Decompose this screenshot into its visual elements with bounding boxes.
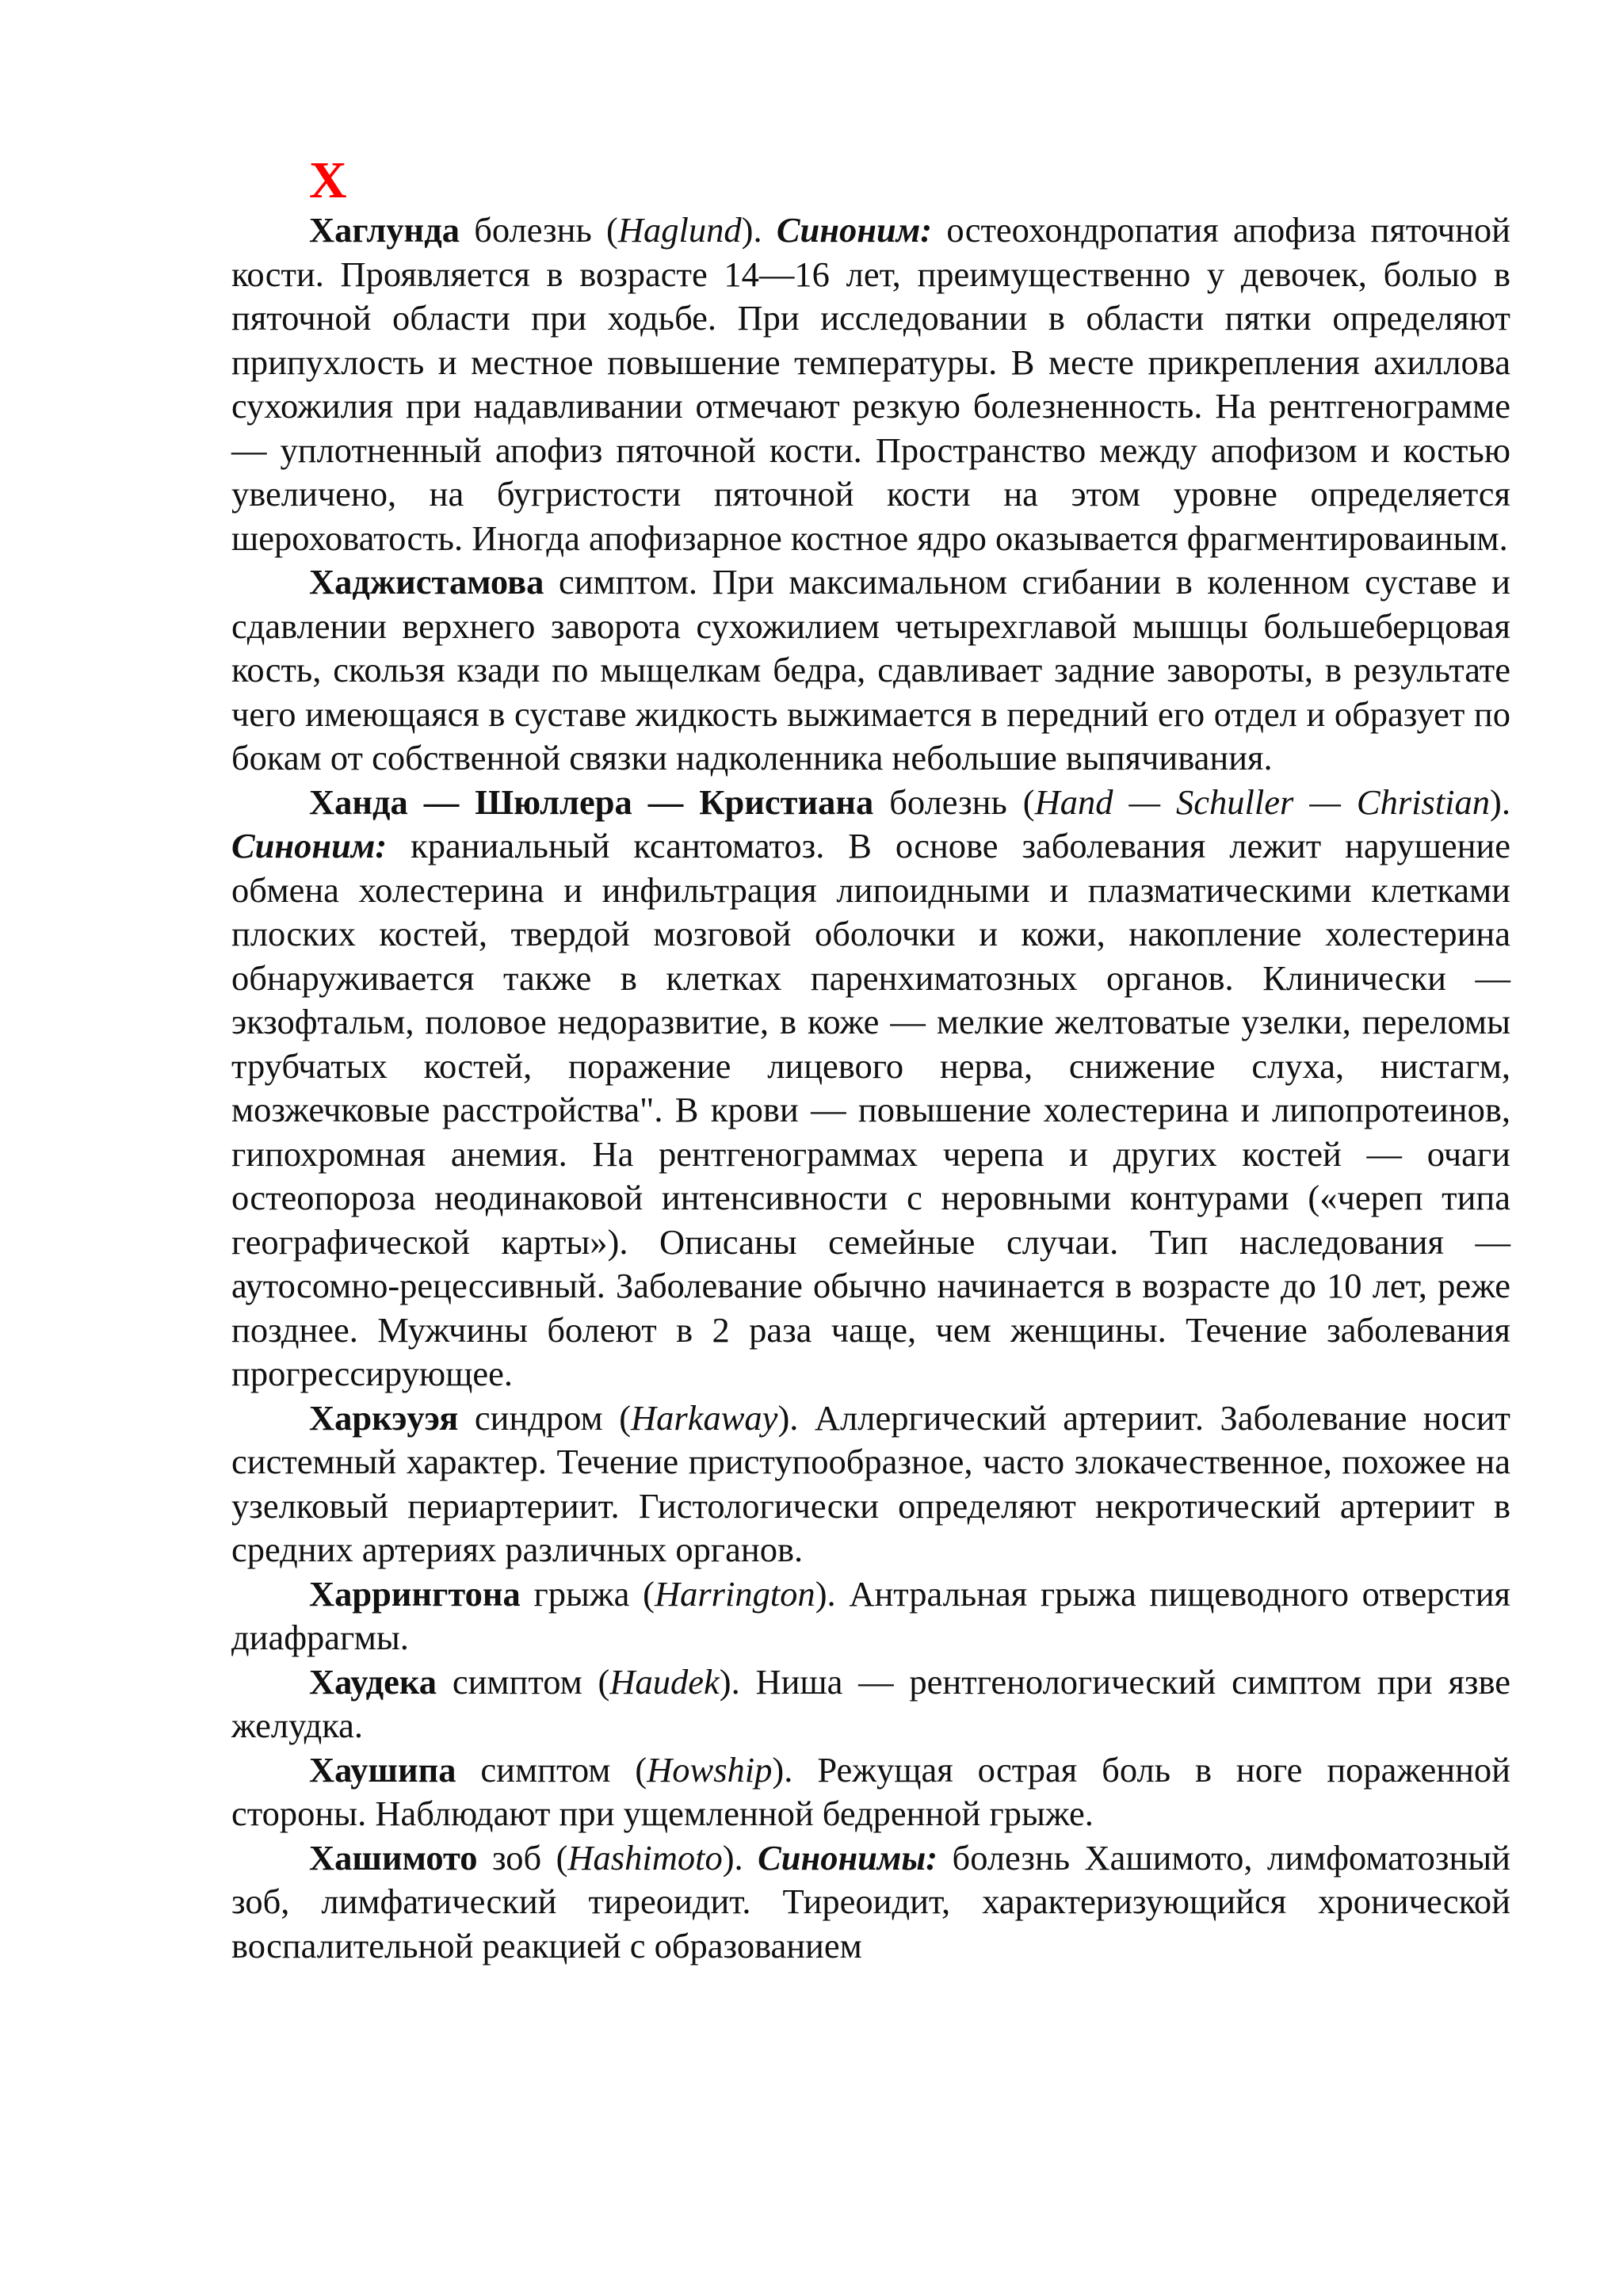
entry-kind: болезнь ( (873, 781, 1035, 822)
entry-after-latin: ). (722, 1837, 758, 1878)
entry-text: Аллергический артериит. Заболевание носит системный характер. Течение приступообразное, часто злокачественное, похожее на узелковый периартериит. Гистологически определяют некротический артериит в средних артериях различных органов. (231, 1397, 1511, 1569)
entry-harrington (231, 1572, 1510, 1660)
entry-text: Ниша — рентгенологический симптом при язве желудка. (231, 1661, 1510, 1745)
entry-after-latin: ). (741, 210, 777, 250)
entry-text: Антральная грыжа пищеводного отверстия диафрагмы. (231, 1573, 1510, 1657)
entry-latin: Haglund (617, 210, 742, 250)
entry-khadzhistamov (231, 560, 1510, 781)
entry-text: краниальный ксантоматоз. В основе заболевания лежит нарушение обмена холестерина и инфильтрация липоидными и плазматическими клетками плоских костей, твердой мозговой оболочки и кожи, накопление холестерина обнаруживается также в клетках паренхиматозных органов. Клинически — экзофтальм, половое недоразвитие, в коже — мелкие желтоватые узелки, переломы трубчатых костей, поражение лицевого нерва, снижение слуха, нистагм, мозжечковые расстройства". В крови — повышение холестерина и липопротеинов, гипохромная анемия. На рентгенограммах черепа и других костей — очаги остеопороза неодинаковой интенсивности с неровными контурами («череп типа географической карты»). Описаны семейные случаи. Тип наследования — аутосомно-рецессивный. Заболевание обычно начинается в возрасте до 10 лет, реже позднее. Мужчины болеют в 2 раза чаще, чем женщины. Течение заболевания прогрессирующее. (231, 826, 1510, 1393)
entry-term: Хаудека (309, 1661, 437, 1702)
entry-synonym-label: Синонимы: (758, 1837, 938, 1878)
entry-term: Хаушипа (309, 1749, 456, 1790)
entry-after-latin: ). (1490, 781, 1510, 822)
entry-latin: Harkaway (631, 1397, 778, 1438)
entry-term: Хаглунда (309, 210, 460, 250)
entry-text: Режущая острая боль в ноге пораженной стороны. Наблюдают при ущемленной бедренной грыже. (231, 1749, 1510, 1833)
entry-text: симптом. При максимальном сгибании в коленном суставе и сдавлении верхнего заворота сухожилием четырехглавой мышцы большеберцовая кость, скользя кзади по мыщелкам бедра, сдавливает задние завороты, в результате чего имеющаяся в суставе жидкость выжимается в передний его отдел и образует по бокам от собственной связки надколенника небольшие выпячивания. (231, 562, 1510, 777)
entry-haudek (231, 1660, 1510, 1748)
document-page (231, 151, 1511, 1968)
entry-after-latin: ). (815, 1573, 850, 1614)
entry-term: Ханда — Шюллера — Кристиана (309, 781, 874, 822)
entry-term: Харкэуэя (309, 1397, 459, 1438)
entry-kind: синдром ( (458, 1397, 632, 1438)
entry-latin: Howship (647, 1749, 773, 1790)
entry-latin: Harrington (654, 1573, 815, 1614)
entry-latin: Hashimoto (567, 1837, 723, 1878)
entry-latin: Hand — Schuller — Christian (1034, 781, 1491, 822)
entry-latin: Haudek (609, 1661, 720, 1702)
section-letter-heading: Х (309, 151, 347, 209)
entry-term: Харрингтона (309, 1573, 521, 1614)
entry-text: остеохондропатия апофиза пяточной кости. Проявляется в возрасте 14—16 лет, преимущественно у девочек, болыо в пяточной области при ходьбе. При исследовании в области пятки определяют припухлость и местное повышение температуры. В месте прикрепления ахиллова сухожилия при надавливании отмечают резкую болезненность. На рентгенограмме — уплотненный апофиз пяточной кости. Пространство между апофизом и костью увеличено, на бугристости пяточной кости на этом уровне определяется шероховатость. Иногда апофизарное костное ядро оказывается фрагментироваиным. (231, 210, 1510, 558)
entry-kind: болезнь ( (459, 210, 618, 250)
entry-harkaway (231, 1396, 1510, 1572)
entry-hand-schuller-christian (231, 781, 1510, 1396)
entry-howship (231, 1748, 1510, 1836)
entry-after-latin: ). (772, 1749, 818, 1790)
entry-text: болезнь Хашимото, лимфоматозный зоб, лимфатический тиреоидит. Тиреоидит, характеризующийся хронической воспалительной реакцией с образованием (231, 1837, 1510, 1966)
entry-hashimoto (231, 1836, 1510, 1969)
entry-term: Хаджистамова (309, 562, 544, 602)
entry-synonym-label: Синоним: (776, 210, 933, 250)
entry-haglund (231, 208, 1510, 560)
entry-kind: симптом ( (456, 1749, 647, 1790)
entry-kind: зоб ( (477, 1837, 568, 1878)
entry-term: Хашимото (309, 1837, 478, 1878)
entry-after-latin: ). (719, 1661, 756, 1702)
entry-after-latin: ). (777, 1397, 815, 1438)
entry-kind: симптом ( (437, 1661, 610, 1702)
entry-synonym-label: Синоним: (231, 826, 388, 865)
entry-kind: грыжа ( (520, 1573, 655, 1614)
